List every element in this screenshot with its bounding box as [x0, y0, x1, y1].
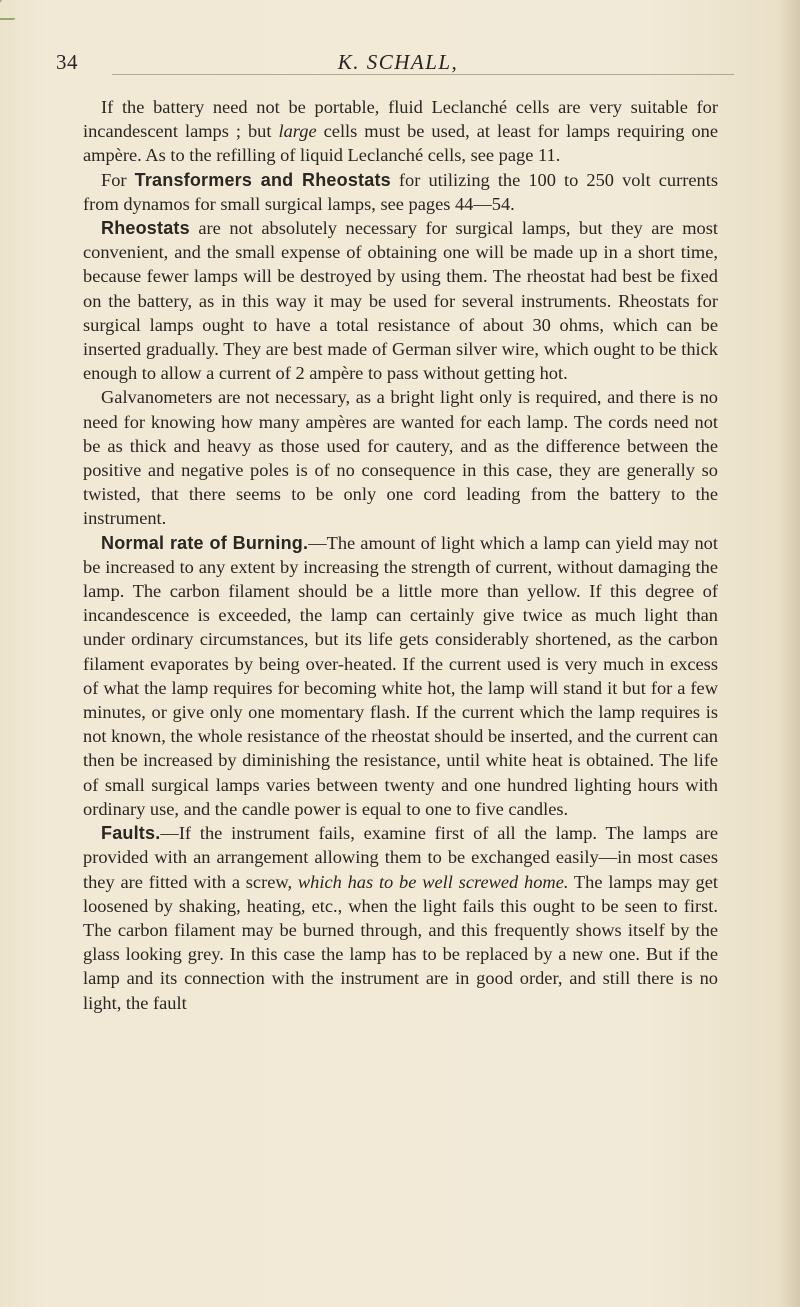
body-text [83, 95, 718, 1015]
section-heading: Normal rate of Burning. [101, 532, 309, 553]
paragraph-text: For [101, 169, 135, 190]
paragraph-text: If the battery need not be portable, fluid Leclanché cells are very suitable for incandescent lamps ; but [83, 97, 718, 142]
paragraph-text: Galvanometers are not necessary, as a bright light only is required, and there is no need for knowing how many ampères are wanted for each lamp. The cords need not be as thick and heavy as those used for cautery, and as the difference between the positive and negative poles is of no consequence in this case, they are generally so twisted, that there seems to be only one cord leading from the battery to the instrument. [83, 387, 718, 529]
paragraph [83, 531, 718, 821]
page-number: 34 [56, 50, 78, 74]
paragraph [83, 821, 718, 1015]
paragraph-text: for utilizing the 100 to 250 volt currents from dynamos for small surgical lamps, see pages 44—54. [83, 169, 718, 214]
paragraph-text: —The amount of light which a lamp can yield may not be increased to any extent by increasing the strength of current, without damaging the lamp. The carbon filament should be a little more than yellow. If this degree of incandescence is exceeded, the lamp can certainly give twice as much light than under ordinary circumstances, but its life gets considerably shortened, as the carbon filament evaporates by being over-heated. If the current used is very much in excess of what the lamp requires for becoming white hot, the lamp will stand it but for a few minutes, or give only one momentary flash. If the current which the lamp requires is not known, the whole resistance of the rheostat should be inserted, and the current can then be increased by diminishing the resistance, until white heat is obtained. The life of small surgical lamps varies between twenty and one hundred lighting hours with ordinary use, and the candle power is equal to one to five candles. [83, 532, 718, 819]
running-head: K. SCHALL, [337, 50, 459, 74]
page-corner-mark [0, 0, 28, 20]
section-heading: Faults. [101, 823, 161, 844]
paragraph [83, 168, 718, 216]
section-heading: Rheostats [101, 218, 190, 239]
paragraph [83, 385, 718, 530]
paragraph-text: cells must be used, at least for lamps requiring one ampère. As to the refilling of liquid Leclanché cells, see page 11. [83, 121, 718, 166]
italic-text: which has to be well screwed home. [297, 871, 569, 892]
paragraph-text: The lamps may get loosened by shaking, heating, etc., when the light fails this ought to be seen to first. The carbon filament may be burned through, and this frequently shows itself by the glass looking grey. In this case the lamp has to be replaced by a new one. But if the lamp and its connection with the instrument are in good order, and still there is no light, the fault [83, 871, 718, 1013]
paragraph-text: —If the instrument fails, examine first of all the lamp. The lamps are provided with an arrangement allowing them to be exchanged easily—in most cases they are fitted with a screw, [83, 823, 718, 892]
header-rule [112, 74, 734, 75]
paragraph [83, 216, 718, 385]
paragraph-text: are not absolutely necessary for surgical lamps, but they are most convenient, and the small expense of obtaining one will be made up in a short time, because fewer lamps will be destroyed by using them. The rheostat had best be fixed on the battery, as in this way it may be used for several instruments. Rheostats for surgical lamps ought to have a total resistance of about 30 ohms, which can be inserted gradually. They are best made of German silver wire, which ought to be thick enough to allow a current of 2 ampère to pass without getting hot. [83, 218, 718, 384]
paragraph [83, 95, 718, 168]
section-heading: Transformers and Rheostats [134, 169, 391, 190]
page-header [56, 50, 740, 84]
italic-text: large [278, 121, 317, 142]
